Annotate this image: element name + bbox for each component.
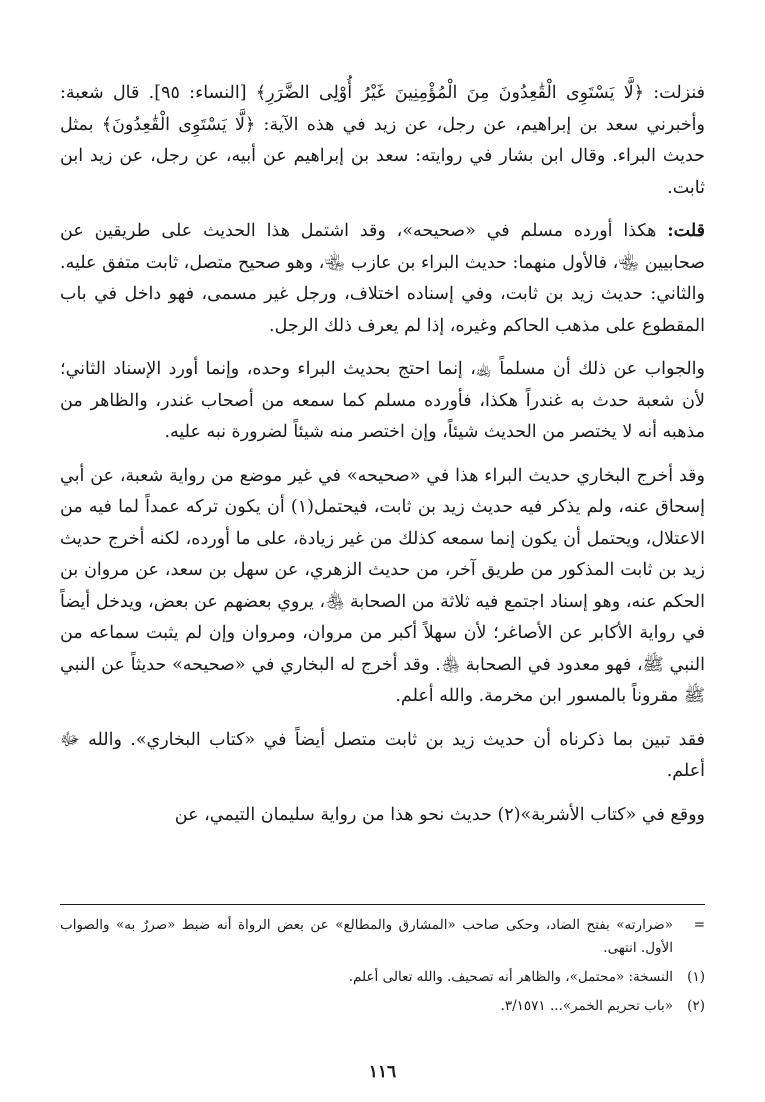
- paragraph-text: والجواب عن ذلك أن مسلماً ﵀، إنما احتج بحديث البراء وحده، وإنما أورد الإسناد الثاني؛ لأن شعبة حدث به غندراً هكذا، فأورده مسلم كما سمعه من أصحاب غندر، والظاهر من مذهبه أنه لا يختصر من الحديث شيئاً، وإن اختصر منه شيئاً لضرورة نبه عليه.: [60, 359, 705, 442]
- paragraph-5: [60, 725, 705, 788]
- paragraph-1: [60, 78, 705, 204]
- footnote-divider: [60, 904, 705, 905]
- footnote: [60, 966, 705, 989]
- footnote-text: «ضرارته» بفتح الضاد، وحكى صاحب «المشارق والمطالع» عن بعض الرواة أنه ضبط «صررٌ به» والصواب الأول. انتهى.: [60, 917, 673, 956]
- footnote-text: «باب تحريم الخمر»... ٣/١٥٧١.: [500, 998, 673, 1014]
- page-number: ١١٦: [368, 1062, 397, 1082]
- paragraph-6: [60, 800, 705, 832]
- paragraph-text: فقد تبين بما ذكرناه أن حديث زيد بن ثابت متصل أيضاً في «كتاب البخاري». والله ﷻ أعلم.: [60, 729, 705, 781]
- footnote-mark: (١): [687, 969, 705, 985]
- footnote: [60, 914, 705, 960]
- page-body: [60, 78, 705, 843]
- paragraph-text: هكذا أورده مسلم في «صحيحه»، وقد اشتمل هذا الحديث على طريقين عن صحابيين ﵄، فالأول منهما: حديث البراء بن عازب ﵄، وهو صحيح متصل، ثابت متفق عليه. والثاني: حديث زيد بن ثابت، وفي إسناده اختلاف، ورجل غير مسمى، فهو داخل في باب المقطوع على مذهب الحاكم وغيره، إذا لم يعرف ذلك الرجل.: [60, 221, 705, 336]
- footnote-text: النسخة: «محتمل»، والظاهر أنه تصحيف. والله تعالى أعلم.: [348, 969, 673, 985]
- paragraph-text: وقد أخرج البخاري حديث البراء هذا في «صحيحه» في غير موضع من رواية شعبة، عن أبي إسحاق عنه، ولم يذكر فيه حديث زيد بن ثابت، فيحتمل(١) أن يكون تركه عمداً لما فيه من الاعتلال، ويحتمل أن يكون إنما سمعه كذلك من غير زيادة، على ما أورده، لكنه أخرج حديث زيد بن ثابت المذكور من طريق آخر، من حديث الزهري، عن سهل بن سعد، عن مروان بن الحكم عنه، وهو إسناد اجتمع فيه ثلاثة من الصحابة ﵃، يروي بعضهم عن بعض، ويدخل أيضاً في رواية الأكابر عن الأصاغر؛ لأن سهلاً أكبر من مروان، ومروان وإن لم يثبت سماعه من النبي ﷺ، فهو معدود في الصحابة ﵃. وقد أخرج له البخاري في «صحيحه» حديثاً عن النبي ﷺ مقروناً بالمسور ابن مخرمة. والله أعلم.: [60, 465, 705, 706]
- paragraph-lead: قلت:: [667, 221, 705, 241]
- footnotes: [60, 914, 705, 1024]
- paragraph-3: [60, 354, 705, 449]
- paragraph-text: ووقع في «كتاب الأشربة»(٢) حديث نحو هذا من رواية سليمان التيمي، عن: [174, 804, 705, 825]
- footnote-mark: =: [693, 917, 705, 933]
- paragraph-text: فنزلت: ﴿لَّا يَسْتَوِى الْقَٰعِدُونَ مِنَ الْمُؤْمِنِينَ غَيْرُ أُوْلِى الضَّرَرِ﴾ [النساء: ٩٥]. قال شعبة: وأخبرني سعد بن إبراهيم، عن رجل، عن زيد في هذه الآية: ﴿لَّا يَسْتَوِى الْقَٰعِدُونَ﴾ بمثل حديث البراء. وقال ابن بشار في روايته: سعد بن إبراهيم عن أبيه، عن رجل، عن زيد ابن ثابت.: [60, 83, 705, 198]
- paragraph-4: [60, 461, 705, 713]
- paragraph-2: [60, 216, 705, 342]
- footnote-mark: (٢): [687, 998, 705, 1014]
- footnote: [60, 995, 705, 1018]
